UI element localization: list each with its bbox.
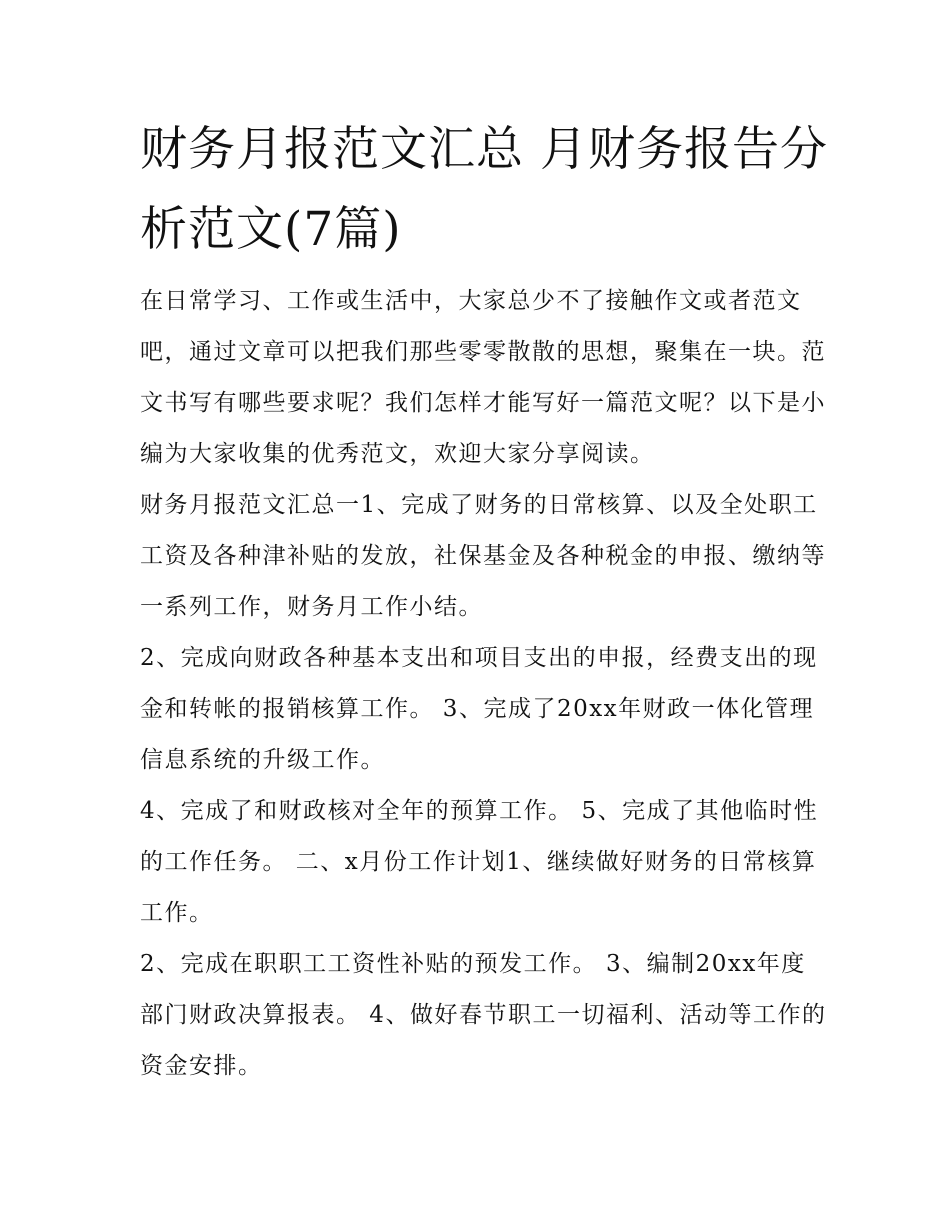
paragraph-3: 4、完成了和财政核对全年的预算工作。 5、完成了其他临时性的工作任务。 二、x月份工作计划1、继续做好财务的日常核算工作。 bbox=[140, 798, 819, 926]
paragraph-2: 2、完成向财政各种基本支出和项目支出的申报，经费支出的现金和转帐的报销核算工作。 3、完成了20xx年财政一体化管理信息系统的升级工作。 bbox=[140, 645, 818, 773]
document-body bbox=[140, 110, 830, 1092]
document-title: 财务月报范文汇总 月财务报告分析范文(7篇) bbox=[140, 122, 828, 257]
paragraph-intro: 在日常学习、工作或生活中，大家总少不了接触作文或者范文吧，通过文章可以把我们那些零零散散的思想，聚集在一块。范文书写有哪些要求呢？我们怎样才能写好一篇范文呢？以下是小编为大家收集的优秀范文，欢迎大家分享阅读。 bbox=[140, 288, 826, 467]
paragraph-4: 2、完成在职职工工资性补贴的预发工作。 3、编制20xx年度部门财政决算报表。 4、做好春节职工一切福利、活动等工作的资金安排。 bbox=[140, 951, 827, 1079]
paragraph-1: 财务月报范文汇总一1、完成了财务的日常核算、以及全处职工工资及各种津补贴的发放，社保基金及各种税金的申报、缴纳等一系列工作，财务月工作小结。 bbox=[140, 492, 826, 620]
